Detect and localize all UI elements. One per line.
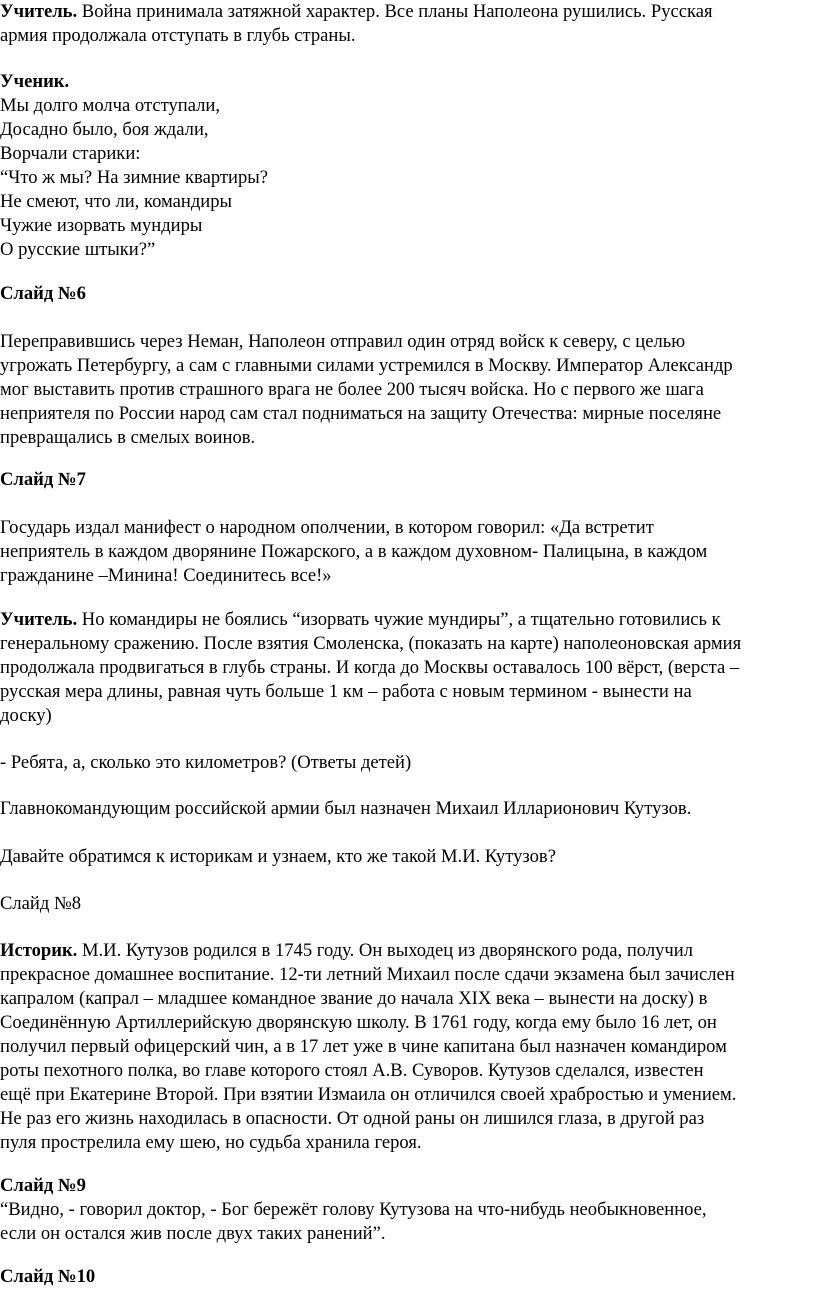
poem-line: Чужие изорвать мундиры [0, 215, 203, 236]
text-line: Соединённую Артиллерийскую дворянскую школу. В 1761 году, когда ему было 16 лет, он [0, 1012, 717, 1033]
text-line: продолжала продвигаться в глубь страны. И когда до Москвы оставалось 100 вёрст, (верста – [0, 657, 740, 678]
speaker-student: Ученик. [0, 71, 70, 92]
text-line: доску) [0, 705, 52, 726]
text-line: если он остался жив после двух таких ранений”. [0, 1223, 386, 1244]
text-line: армия продолжала отступать в глубь страны. [0, 25, 356, 46]
text-line: неприятеля по России народ сам стал подниматься на защиту Отечества: мирные поселяне [0, 403, 722, 424]
slide-7-paragraph [0, 516, 805, 588]
question-line: - Ребята, а, сколько это километров? (Ответы детей) [0, 752, 412, 773]
text-line: генеральному сражению. После взятия Смоленска, (показать на карте) наполеоновская армия [0, 633, 742, 654]
slide-6-heading: Слайд №6 [0, 283, 86, 304]
slide-8-heading: Слайд №8 [0, 893, 82, 914]
text-line: Не раз его жизнь находилась в опасности. От одной раны он лишился глаза, в другой раз [0, 1108, 705, 1129]
text-line: ещё при Екатерине Второй. При взятии Измаила он отличился своей храбростью и умением. [0, 1084, 737, 1105]
poem-line: Мы долго молча отступали, [0, 95, 221, 116]
text-line: русская мера длины, равная чуть больше 1 км – работа с новым термином - вынести на [0, 681, 692, 702]
student-block [0, 70, 805, 262]
slide-9-heading: Слайд №9 [0, 1175, 86, 1196]
text-line: Учитель. Но командиры не боялись “изорвать чужие мундиры”, а тщательно готовились к [0, 609, 721, 630]
slide-6-paragraph [0, 330, 805, 450]
text-line: “Видно, - говорил доктор, - Бог бережёт голову Кутузова на что-нибудь необыкновенное, [0, 1199, 707, 1220]
poem-line: “Что ж мы? На зимние квартиры? [0, 167, 269, 188]
text-line: Историк. М.И. Кутузов родился в 1745 году. Он выходец из дворянского рода, получил [0, 940, 693, 961]
text-line: мог выставить против страшного врага не более 200 тысяч войска. Но с первого же шага [0, 379, 704, 400]
speaker-teacher: Учитель. [0, 1, 78, 22]
text-line: гражданине –Минина! Соединитесь все!» [0, 565, 332, 586]
slide-9-block [0, 1174, 805, 1246]
speaker-historian: Историк. [0, 940, 78, 961]
poem-line: Досадно было, боя ждали, [0, 119, 209, 140]
text-line: пуля прострелила ему шею, но судьба хранила героя. [0, 1132, 422, 1153]
poem-line: О русские штыки?” [0, 239, 156, 260]
teacher-paragraph-1 [0, 0, 805, 48]
text-line: Переправившись через Неман, Наполеон отправил один отряд войск к северу, с целью [0, 331, 686, 352]
text-line: капралом (капрал – младшее командное звание до начала XIX века – вынести на доску) в [0, 988, 708, 1009]
poem-line: Не смеют, что ли, командиры [0, 191, 233, 212]
historians-line: Давайте обратимся к историкам и узнаем, кто же такой М.И. Кутузов? [0, 846, 556, 867]
historian-paragraph [0, 939, 805, 1155]
text-line: получил первый офицерский чин, а в 17 лет уже в чине капитана был назначен командиром [0, 1036, 727, 1057]
text-line: роты пехотного полка, во главе которого стоял А.В. Суворов. Кутузов сделался, известен [0, 1060, 704, 1081]
text-line: Государь издал манифест о народном ополчении, в котором говорил: «Да встретит [0, 517, 654, 538]
text-line: неприятель в каждом дворянине Пожарского, а в каждом духовном- Палицына, в каждом [0, 541, 708, 562]
text-line: превращались в смелых воинов. [0, 427, 256, 448]
slide-7-heading: Слайд №7 [0, 469, 86, 490]
speaker-teacher: Учитель. [0, 609, 78, 630]
text-line: угрожать Петербургу, а сам с главными силами устремился в Москву. Император Александр [0, 355, 733, 376]
slide-10-heading: Слайд №10 [0, 1266, 96, 1287]
poem-line: Ворчали старики: [0, 143, 141, 164]
text-line: прекрасное домашнее воспитание. 12-ти летний Михаил после сдачи экзамена был зачислен [0, 964, 735, 985]
text-line: Учитель. Война принимала затяжной характер. Все планы Наполеона рушились. Русская [0, 1, 713, 22]
commander-line: Главнокомандующим российской армии был назначен Михаил Илларионович Кутузов. [0, 798, 692, 819]
teacher-paragraph-2 [0, 608, 805, 728]
